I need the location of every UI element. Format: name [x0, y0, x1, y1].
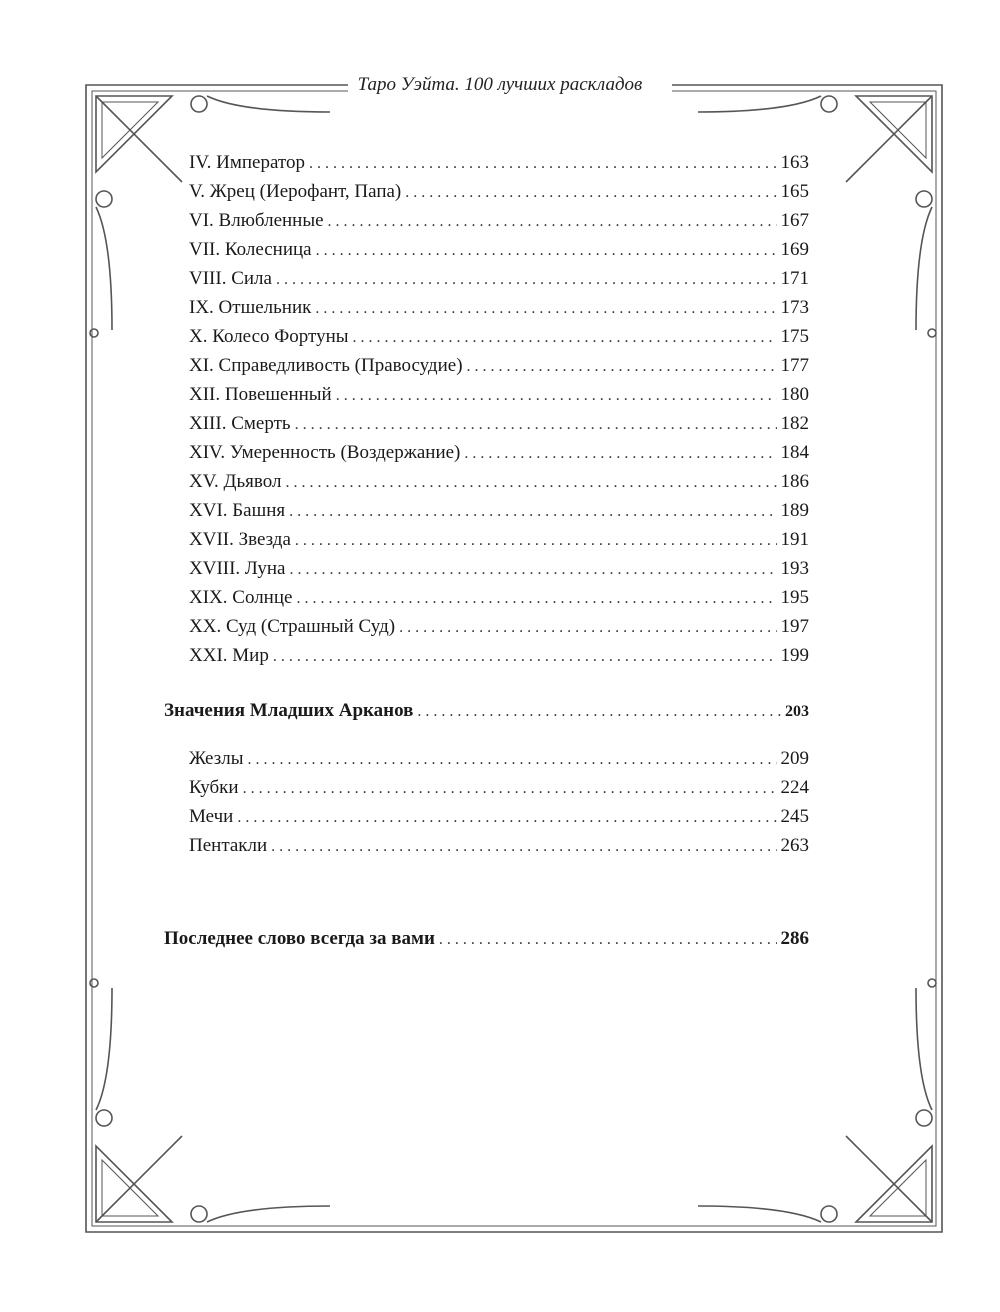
- toc-entry: [189, 442, 809, 470]
- toc-entry-page: 163: [780, 152, 809, 173]
- toc-entry-page: 165: [780, 181, 809, 202]
- toc-entry: [189, 384, 809, 412]
- toc-entry-page: 197: [780, 616, 809, 637]
- toc-entry-title: XIX. Солнце: [189, 587, 293, 608]
- toc-entry-title: XI. Справедливость (Правосудие): [189, 355, 463, 376]
- toc-entry: [189, 413, 809, 441]
- toc-entry-page: 171: [780, 268, 809, 289]
- toc-entry: [189, 210, 809, 238]
- toc-leader-dots: [295, 532, 777, 550]
- toc-entry-title: Жезлы: [189, 748, 244, 769]
- toc-leader-dots: [243, 780, 777, 798]
- toc-entry-page: 182: [780, 413, 809, 434]
- toc-entry-page: 189: [780, 500, 809, 521]
- toc-entry-page: 193: [780, 558, 809, 579]
- toc-entry-page: 177: [780, 355, 809, 376]
- toc-entry: [189, 529, 809, 557]
- toc-entry: [189, 268, 809, 296]
- toc-entry-title: XV. Дьявол: [189, 471, 282, 492]
- toc-entry-title: IX. Отшельник: [189, 297, 312, 318]
- toc-entry: [189, 152, 809, 180]
- toc-entry-page: 184: [780, 442, 809, 463]
- toc-entry-page: 186: [780, 471, 809, 492]
- toc-entry-page: 199: [780, 645, 809, 666]
- toc-section-title: Значения Младших Арканов: [164, 700, 414, 721]
- toc-entry-title: XVI. Башня: [189, 500, 286, 521]
- toc-leader-dots: [417, 703, 781, 721]
- toc-entry-title: IV. Император: [189, 152, 305, 173]
- toc-entry-page: 209: [780, 748, 809, 769]
- toc-entry-page: 191: [780, 529, 809, 550]
- toc-entry: [189, 239, 809, 267]
- toc-entry: [189, 326, 809, 354]
- toc-entry-title: V. Жрец (Иерофант, Папа): [189, 181, 402, 202]
- toc-leader-dots: [328, 213, 777, 231]
- toc-leader-dots: [289, 503, 776, 521]
- toc-entry: [189, 777, 809, 805]
- toc-entry-page: 169: [780, 239, 809, 260]
- toc-leader-dots: [309, 155, 777, 173]
- toc-entry-title: VI. Влюбленные: [189, 210, 324, 231]
- toc-leader-dots: [316, 242, 777, 260]
- toc-entry-title: Кубки: [189, 777, 239, 798]
- toc-entry-page: 263: [780, 835, 809, 856]
- toc-leader-dots: [247, 751, 776, 769]
- toc-leader-dots: [285, 474, 776, 492]
- toc-entry-page: 180: [780, 384, 809, 405]
- toc-entry: [189, 748, 809, 776]
- toc-leader-dots: [464, 445, 776, 463]
- toc-leader-dots: [336, 387, 777, 405]
- toc-entry: [189, 835, 809, 863]
- toc-leader-dots: [315, 300, 776, 318]
- toc-entry: [189, 181, 809, 209]
- toc-entry-title: Пентакли: [189, 835, 268, 856]
- toc-entry-title: XIII. Смерть: [189, 413, 291, 434]
- toc-entry: [189, 645, 809, 673]
- toc-entry-title: VIII. Сила: [189, 268, 272, 289]
- running-head: [0, 74, 1000, 96]
- toc-entry: [189, 471, 809, 499]
- toc-entry-page: 245: [780, 806, 809, 827]
- toc-leader-dots: [289, 561, 776, 579]
- toc-leader-dots: [405, 184, 776, 202]
- toc-leader-dots: [296, 590, 776, 608]
- toc-entry-page: 195: [780, 587, 809, 608]
- toc-entry-title: XVII. Звезда: [189, 529, 291, 550]
- toc-leader-dots: [399, 619, 776, 637]
- toc-leader-dots: [439, 931, 777, 949]
- toc-section-minor-arcana: [164, 700, 809, 728]
- toc-entry-page: 175: [780, 326, 809, 347]
- toc-entry: [189, 297, 809, 325]
- toc-leader-dots: [271, 838, 776, 856]
- toc-section-title: Последнее слово всегда за вами: [164, 928, 435, 949]
- toc-entry-title: Мечи: [189, 806, 234, 827]
- toc-section-final: [164, 928, 809, 956]
- toc-entry: [189, 500, 809, 528]
- toc-entry-title: XXI. Мир: [189, 645, 269, 666]
- toc-entry-title: XIV. Умеренность (Воздержание): [189, 442, 461, 463]
- toc-entry: [189, 558, 809, 586]
- running-head-text: Таро Уэйта. 100 лучших раскладов: [348, 74, 653, 95]
- toc-entry: [189, 806, 809, 834]
- toc-leader-dots: [467, 358, 777, 376]
- toc-entry-title: VII. Колесница: [189, 239, 312, 260]
- toc-entry-title: XVIII. Луна: [189, 558, 286, 579]
- toc-entry: [189, 616, 809, 644]
- corner-ornament-bottom-right: [698, 979, 936, 1222]
- toc-entry-page: 173: [780, 297, 809, 318]
- toc-entry-page: 224: [780, 777, 809, 798]
- toc-entry-title: X. Колесо Фортуны: [189, 326, 349, 347]
- toc-leader-dots: [295, 416, 777, 434]
- toc-leader-dots: [237, 809, 776, 827]
- toc-entry: [189, 355, 809, 383]
- toc-section-page: 286: [780, 928, 809, 949]
- corner-ornament-bottom-left: [90, 979, 330, 1222]
- toc-entry: [189, 587, 809, 615]
- toc-entry-page: 167: [780, 210, 809, 231]
- toc-leader-dots: [273, 648, 777, 666]
- toc-entry-title: XX. Суд (Страшный Суд): [189, 616, 396, 637]
- toc-leader-dots: [353, 329, 777, 347]
- toc-entry-title: XII. Повешенный: [189, 384, 332, 405]
- toc-leader-dots: [276, 271, 777, 289]
- toc-section-page: 203: [785, 703, 809, 720]
